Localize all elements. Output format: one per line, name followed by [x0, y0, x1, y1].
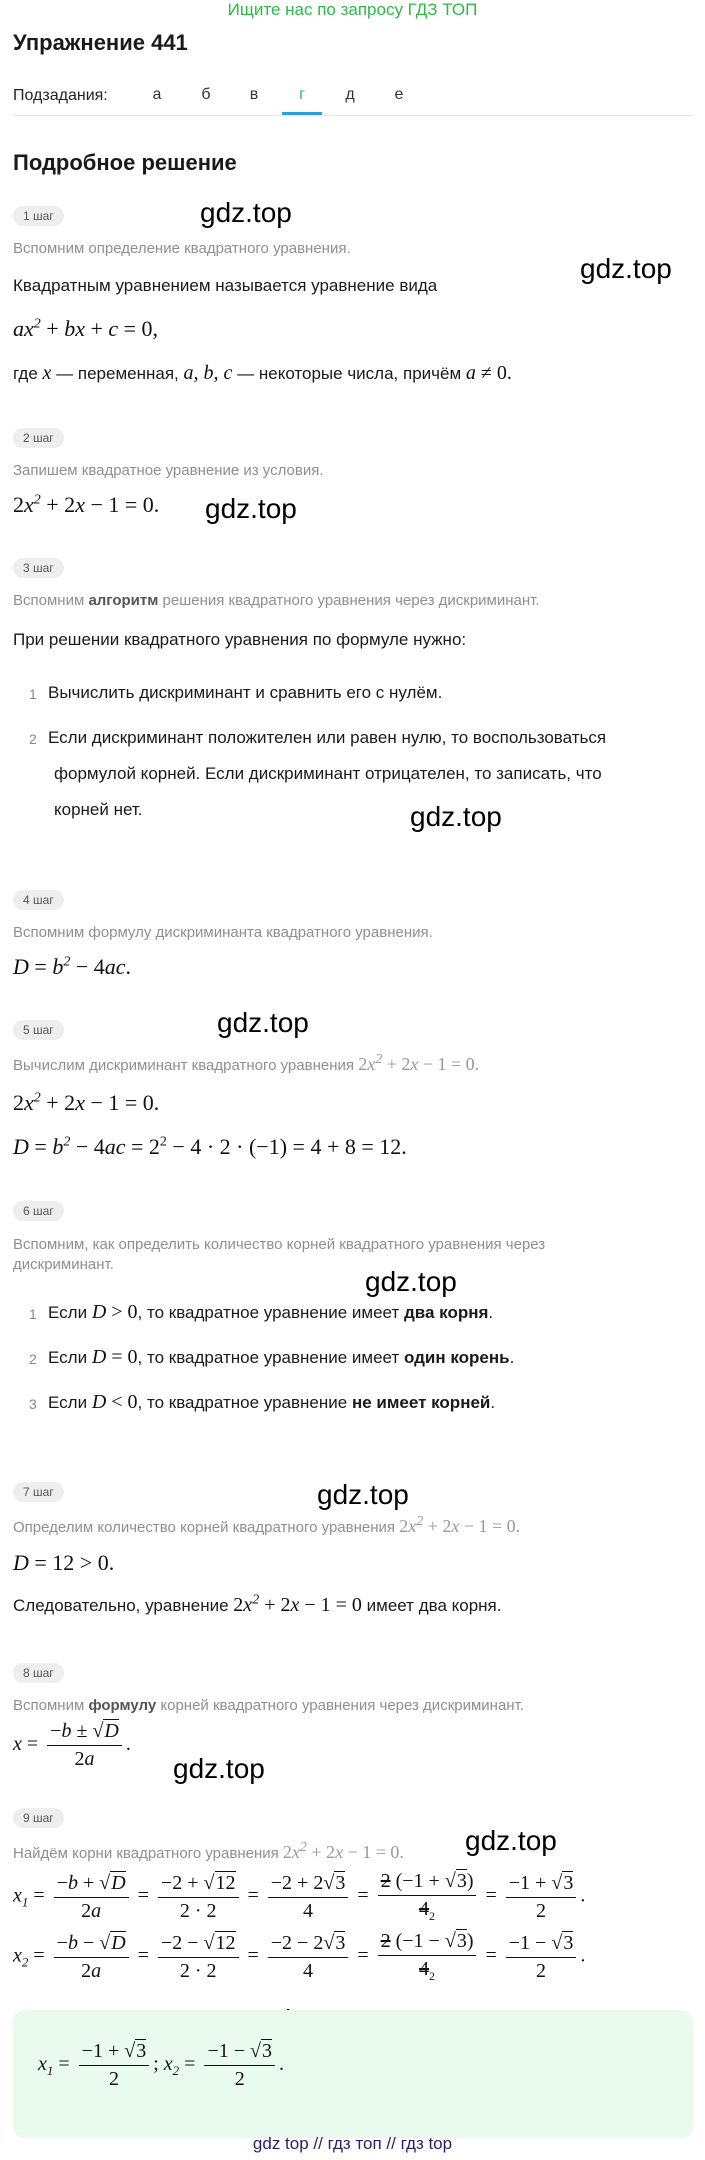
- list-item: Если D < 0, то квадратное уравнение не имеет корней.: [48, 1391, 496, 1413]
- formula-discriminant-calc: $D = b^2 - 4ac = 2^2 - 4 \cdot 2 \cdot (-1) = 4 + 8 = 12$.: [13, 1134, 407, 1159]
- step-badge: 7 шаг: [13, 1482, 64, 1502]
- step-badge: 9 шаг: [13, 1808, 64, 1828]
- step-badge: 5 шаг: [13, 1020, 64, 1040]
- list-item: Если D = 0, то квадратное уравнение имеет один корень.: [48, 1346, 515, 1368]
- step-text: Следовательно, уравнение $2x^2 + 2x - 1 = 0$ имеет два корня.: [13, 1592, 502, 1616]
- step-badge: 4 шаг: [13, 890, 64, 910]
- formula-general: $ax^2$ + bx + c = 0,: [13, 316, 159, 341]
- formula-d-value: D = 12 > 0.: [13, 1550, 115, 1575]
- list-number: 1: [29, 686, 37, 702]
- list-item: Если дискриминант положителен или равен нулю, то воспользоваться: [48, 728, 607, 747]
- formula-x2: $x_2$ = $\frac{-b - √D}{2a}$ = $\frac{-2 - √12}{2 \cdot 2}$ = $\frac{-2 - 2√3}{4}$ = $\frac{2 (-1 - √3)}{4_2}$ = $\frac{-1 - √3}{2}$ .: [13, 1930, 586, 1983]
- step-hint: Вспомним определение квадратного уравнения.: [13, 240, 351, 257]
- step-text: При решении квадратного уравнения по формуле нужно:: [13, 630, 467, 649]
- list-item: Если D > 0, то квадратное уравнение имеет два корня.: [48, 1301, 494, 1323]
- tab-d[interactable]: д: [345, 86, 355, 103]
- step-hint: Запишем квадратное уравнение из условия.: [13, 462, 324, 479]
- footer-links[interactable]: gdz top // гдз топ // гдз top: [252, 2134, 453, 2153]
- formula-roots: x = $\frac{-b \pm √D}{2a}$ .: [13, 1720, 131, 1770]
- formula-discriminant: $D = b^2 - 4ac$.: [13, 954, 131, 979]
- top-banner[interactable]: Ищите нас по запросу ГДЗ ТОП: [227, 0, 478, 19]
- tab-e[interactable]: е: [394, 86, 404, 103]
- active-tab-indicator: [282, 112, 322, 115]
- list-number: 3: [29, 1396, 37, 1412]
- watermark: gdz.top: [317, 1479, 409, 1510]
- step-hint: Найдём корни квадратного уравнения $2x^2 + 2x - 1 = 0$.: [13, 1840, 404, 1862]
- formula-equation: $2x^2 + 2x - 1 = 0$.: [13, 492, 160, 517]
- step-hint: Вычислим дискриминант квадратного уравнения $2x^2 + 2x - 1 = 0$.: [13, 1052, 480, 1074]
- watermark: gdz.top: [217, 1007, 309, 1038]
- watermark: gdz.top: [410, 801, 502, 832]
- list-number: 1: [29, 1306, 37, 1322]
- watermark: gdz.top: [173, 1753, 265, 1784]
- list-item: Вычислить дискриминант и сравнить его с нулём.: [48, 683, 443, 702]
- watermark: gdz.top: [465, 1825, 557, 1856]
- page-title: Упражнение 441: [13, 30, 188, 55]
- step-hint: Определим количество корней квадратного уравнения $2x^2 + 2x - 1 = 0$.: [13, 1514, 521, 1536]
- list-item: формулой корней. Если дискриминант отрицателен, то записать, что: [54, 764, 602, 783]
- step-text: Квадратным уравнением называется уравнение вида: [13, 276, 438, 295]
- tab-b[interactable]: б: [201, 86, 211, 103]
- watermark: gdz.top: [580, 253, 672, 284]
- tab-a[interactable]: а: [152, 86, 162, 103]
- step-hint: Вспомним алгоритм решения квадратного уравнения через дискриминант.: [13, 592, 540, 609]
- subtasks-label: Подзадания:: [13, 87, 108, 104]
- tab-v[interactable]: в: [249, 86, 259, 103]
- step-hint: Вспомним, как определить количество корней квадратного уравнения через: [13, 1236, 546, 1253]
- subtasks-divider: [13, 115, 693, 116]
- step-badge: 3 шаг: [13, 558, 64, 578]
- step-badge: 2 шаг: [13, 428, 64, 448]
- watermark: gdz.top: [205, 493, 297, 524]
- list-number: 2: [29, 731, 37, 747]
- step-badge: 8 шаг: [13, 1663, 64, 1683]
- step-hint: Вспомним формулу корней квадратного уравнения через дискриминант.: [13, 1697, 524, 1714]
- watermark: gdz.top: [200, 197, 292, 228]
- tab-g[interactable]: г: [299, 86, 305, 103]
- list-item: корней нет.: [54, 800, 143, 819]
- step-badge: 6 шаг: [13, 1201, 64, 1221]
- step-hint: дискриминант.: [13, 1256, 114, 1273]
- step-text: где x — переменная, a, b, c — некоторые числа, причём a ≠ 0.: [13, 362, 512, 384]
- formula-equation: $2x^2 + 2x - 1 = 0$.: [13, 1090, 160, 1115]
- watermark: gdz.top: [365, 1266, 457, 1297]
- step-badge: 1 шаг: [13, 206, 64, 226]
- formula-x1: $x_1$ = $\frac{-b + √D}{2a}$ = $\frac{-2 + √12}{2 \cdot 2}$ = $\frac{-2 + 2√3}{4}$ = $\frac{2 (-1 + √3)}{4_2}$ = $\frac{-1 + √3}{2}$ .: [13, 1870, 586, 1923]
- answer-formula: $x_1$ = $\frac{-1 + √3}{2}$ ; $x_2$ = $\frac{-1 - √3}{2}$ .: [38, 2040, 284, 2090]
- section-title: Подробное решение: [13, 150, 237, 175]
- step-hint: Вспомним формулу дискриминанта квадратного уравнения.: [13, 924, 433, 941]
- list-number: 2: [29, 1351, 37, 1367]
